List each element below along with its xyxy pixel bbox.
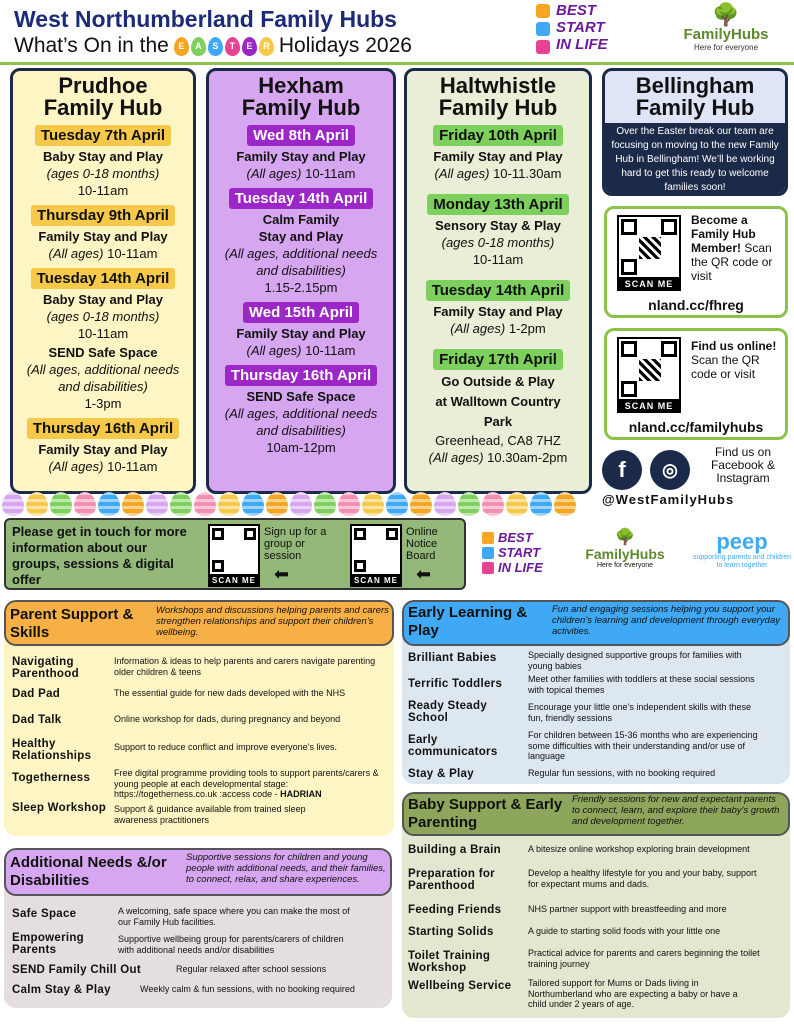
session-name: Family Stay and Play [236,326,366,341]
row-desc: Develop a healthy lifestyle for you and your baby, support for expectant mums and dads. [528,868,757,889]
day-label: Thursday 16th April [225,365,377,386]
family-hubs-logo [664,4,788,60]
online-url[interactable]: nland.cc/familyhubs [628,419,764,435]
row-title: Early communicators [408,734,498,758]
egg-letter: T [225,37,240,56]
session-name: SEND Safe Space [246,389,356,404]
logo-name: FamilyHubs [683,26,769,43]
panel-description: Friendly sessions for new and expectant parents to connect, learn, and explore their baby’s growth and development together. [572,794,780,827]
tree-icon: 🌳 [712,2,740,27]
day-label: Tuesday 14th April [229,188,374,209]
row-desc: Practical advice for parents and carers beginning the toilet training journey [528,948,760,969]
scan-me-label: SCAN ME [617,279,681,291]
session-audience: (All ages) [450,321,506,336]
day-label: Wed 15th April [243,302,359,323]
row-title: Wellbeing Service [408,980,512,992]
qr-code[interactable] [617,337,681,401]
member-qr-card [604,206,788,318]
hub-title: Hexham Family Hub [241,73,361,120]
session-time: 1-2pm [508,321,546,336]
row-title: Stay & Play [408,768,474,780]
peep-logo [692,530,792,570]
row-desc: Online workshop for dads, during pregnancy and beyond [114,714,341,724]
egg-letter: A [191,37,206,56]
row-title: SEND Family Chill Out [12,964,141,976]
parent-support-panel [4,600,394,836]
session-audience: (All ages) [246,166,302,181]
session-time: 1.15-2.15pm [264,280,338,295]
egg-letter: E [242,37,257,56]
arrow-left-icon: ⬅ [416,564,432,584]
row-title: Dad Pad [12,688,61,700]
bellingham-notice: Over the Easter break our team are focusing on moving to the new Family Hub in Bellingham! We’ll be working hard to get this ready to welcome families soon! [605,123,785,196]
row-title: Building a Brain [408,844,501,856]
row-desc: Meet other families with toddlers at these social sessions with topical themes [528,674,755,695]
subtitle-after: Holidays 2026 [278,34,412,57]
row-desc: Specially designed supportive groups for families with young babies [528,650,742,671]
row-title: Sleep Workshop [12,802,107,814]
panel-title: Parent Support & Skills [10,606,134,641]
hub-title: Haltwhistle Family Hub [438,73,558,120]
row-title: Terrific Toddlers [408,678,503,690]
row-title: Healthy Relationships [12,738,92,762]
session-time: 10-11am [77,183,129,198]
row-desc: A bitesize online workshop exploring brain development [528,844,750,854]
session-audience: (All ages) [48,459,104,474]
social-block [602,444,788,510]
day-label: Thursday 9th April [31,205,175,226]
day-label: Tuesday 7th April [35,125,171,146]
panel-title: Baby Support & Early Parenting [408,796,563,831]
row-desc: Free digital programme providing tools to support parents/carers & young people at each developmental stage: https://togetherness.co.uk :access code - [114,768,379,799]
member-url[interactable]: nland.cc/fhreg [648,297,744,313]
row-title: Togetherness [12,772,91,784]
row-title: Calm Stay & Play [12,984,111,996]
session-name: Family Stay and Play [433,149,563,164]
egg-letter: S [208,37,223,56]
subtitle-before: What’s On in the [14,34,169,57]
session-time: 10-11am [472,252,524,267]
panel-title: Additional Needs &/or Disabilities [10,854,167,889]
row-title: Feeding Friends [408,904,502,916]
session-name: SEND Safe Space [48,345,158,360]
session-time: 10am-12pm [266,440,336,455]
row-desc: Encourage your little one’s independent skills with these fun, friendly sessions [528,702,751,723]
panel-description: Fun and engaging sessions helping you support your children’s learning and development through everyday activities. [552,604,780,637]
row-title: Starting Solids [408,926,494,938]
session-time: 10-11am [77,326,129,341]
session-name: Calm Family Stay and Play [258,212,344,244]
session-audience: (All ages) [434,166,490,181]
row-title: Safe Space [12,908,77,920]
online-body: Scan the QR code or visit [691,353,760,381]
online-qr-card [604,328,788,440]
member-heading: Become a Family Hub Member! [691,213,756,255]
scan-me-label: SCAN ME [617,401,681,413]
session-name: Family Stay and Play [433,304,563,319]
row-title: Ready Steady School [408,700,488,724]
header-divider [0,62,794,65]
scan-me-label: SCAN ME [208,576,260,587]
day-label: Friday 10th April [433,125,563,146]
day-label: Thursday 16th April [27,418,179,439]
session-audience: (All ages, additional needs and disabilities) [26,362,180,394]
row-desc: Weekly calm & fun sessions, with no booking required [140,984,355,994]
session-name: Family Stay and Play [236,149,366,164]
early-learning-panel [402,600,790,784]
session-audience: (ages 0-18 months) [441,235,555,250]
bsil-line: START [556,19,605,36]
egg-letter: R [259,37,274,56]
bsil-line: IN LIFE [498,560,543,575]
contact-message: Please get in touch for more information about our groups, sessions & digital offer [12,524,187,587]
row-desc: A welcoming, safe space where you can make the most of our Family Hub facilities. [118,906,350,927]
session-name: Family Stay and Play [38,229,168,244]
bsil-line: BEST [556,2,597,19]
arrow-left-icon: ⬅ [274,564,290,584]
egg-letter: E [174,37,189,56]
panel-description: Supportive sessions for children and young people with additional needs, and their families, to connect, relax, and share experiences. [186,852,386,885]
session-time: 10-11am [107,246,158,261]
session-name: Sensory Stay & Play [435,218,561,233]
row-desc: Tailored support for Mums or Dads living in Northumberland who are expecting a baby or have a child under 2 years of age. [528,978,738,1009]
row-title: Navigating Parenthood [12,656,79,680]
member-body: Scan the QR code or visit [691,241,773,283]
hub-title: Bellingham Family Hub [635,73,755,120]
day-label: Friday 17th April [433,349,563,370]
day-label: Wed 8th April [247,125,355,146]
panel-title: Early Learning & Play [408,604,528,639]
easter-eggs-word [173,37,275,56]
session-audience: (All ages) [428,450,484,465]
logo-tagline: supporting parents and children to learn together [692,554,792,569]
row-title: Toilet Training Workshop [408,950,491,974]
row-desc: A guide to starting solid foods with your little one [528,926,721,936]
best-start-in-life-logo [482,530,562,576]
logo-tagline: Here for everyone [596,562,654,569]
day-label: Tuesday 14th April [426,280,571,301]
row-desc: Regular relaxed after school sessions [176,964,327,974]
day-label: Monday 13th April [427,194,568,215]
signup-label: Sign up for a group or session [264,526,327,562]
bsil-line: IN LIFE [556,36,608,53]
instagram-icon[interactable]: ◎ [650,450,690,490]
logo-name: peep [716,529,768,554]
logo-tagline: Here for everyone [693,43,759,52]
row-title: Empowering Parents [12,932,85,956]
access-code: HADRIAN [280,789,322,799]
best-start-in-life-logo [534,2,634,58]
notice-board-label: Online Notice Board [406,526,438,562]
scan-me-label: SCAN ME [350,576,402,587]
easter-egg-border [0,492,600,516]
session-location: Greenhead, CA8 7HZ [435,433,561,448]
session-time: 10-11am [107,459,158,474]
bsil-line: BEST [498,530,533,545]
row-desc: For children between 15-36 months who are experiencing some difficulties with their understanding and/or use of language [528,730,758,761]
qr-code[interactable] [617,215,681,279]
session-time: 10.30am-2pm [487,450,568,465]
session-audience: (All ages, additional needs and disabilities) [224,406,378,438]
row-desc: Supportive wellbeing group for parents/carers of children with additional needs and/or disabilities [118,934,344,955]
session-time: 10-11am [305,343,356,358]
session-audience: (All ages) [246,343,302,358]
logo-name: FamilyHubs [585,546,665,562]
row-desc: Information & ideas to help parents and carers navigate parenting older children & teens [114,656,376,677]
row-desc: Regular fun sessions, with no booking required [528,768,716,778]
page-subtitle [14,34,412,58]
session-time: 10-11.30am [493,166,562,181]
hub-title: Prudhoe Family Hub [43,73,163,120]
tree-icon: 🌳 [615,529,635,546]
contact-bar [4,518,466,590]
notice-board-qr-code[interactable] [350,524,402,576]
row-desc: Support to reduce conflict and improve everyone’s lives. [114,742,337,752]
partner-logos [478,528,792,578]
session-name: Family Stay and Play [38,442,168,457]
session-audience: (ages 0-18 months) [46,309,160,324]
baby-support-panel [402,792,790,1018]
session-name: Baby Stay and Play [43,292,163,307]
haltwhistle-hub-card [404,68,592,494]
additional-needs-panel [4,848,392,1008]
row-desc: The essential guide for new dads developed with the NHS [114,688,346,698]
session-audience: (All ages, additional needs and disabilities) [224,246,378,278]
family-hubs-logo [570,530,680,569]
hexham-hub-card [206,68,396,494]
bellingham-hub-card [602,68,788,196]
online-heading: Find us online! [691,339,777,353]
row-title: Brilliant Babies [408,652,497,664]
row-title: Preparation for Parenthood [408,868,495,892]
row-desc: NHS partner support with breastfeeding and more [528,904,727,914]
social-handle[interactable]: @WestFamilyHubs [602,492,735,507]
session-name: Baby Stay and Play [43,149,163,164]
social-text: Find us on Facebook & Instagram [710,445,776,485]
prudhoe-hub-card [10,68,196,494]
facebook-icon[interactable]: f [602,450,642,490]
panel-description: Workshops and discussions helping parents and carers strengthen relationships and support their children’s wellbeing. [156,605,389,638]
page-title: West Northumberland Family Hubs [14,6,397,32]
bsil-line: START [498,545,541,560]
session-time: 10-11am [305,166,356,181]
session-audience: (All ages) [48,246,104,261]
day-label: Tuesday 14th April [31,268,176,289]
row-desc: Support & guidance available from trained sleep awareness practitioners [114,804,306,825]
session-time: 1-3pm [84,396,122,411]
signup-qr-code[interactable] [208,524,260,576]
session-name: Go Outside & Play at Walltown Country Park [435,374,561,429]
row-title: Dad Talk [12,714,62,726]
session-audience: (ages 0-18 months) [46,166,160,181]
